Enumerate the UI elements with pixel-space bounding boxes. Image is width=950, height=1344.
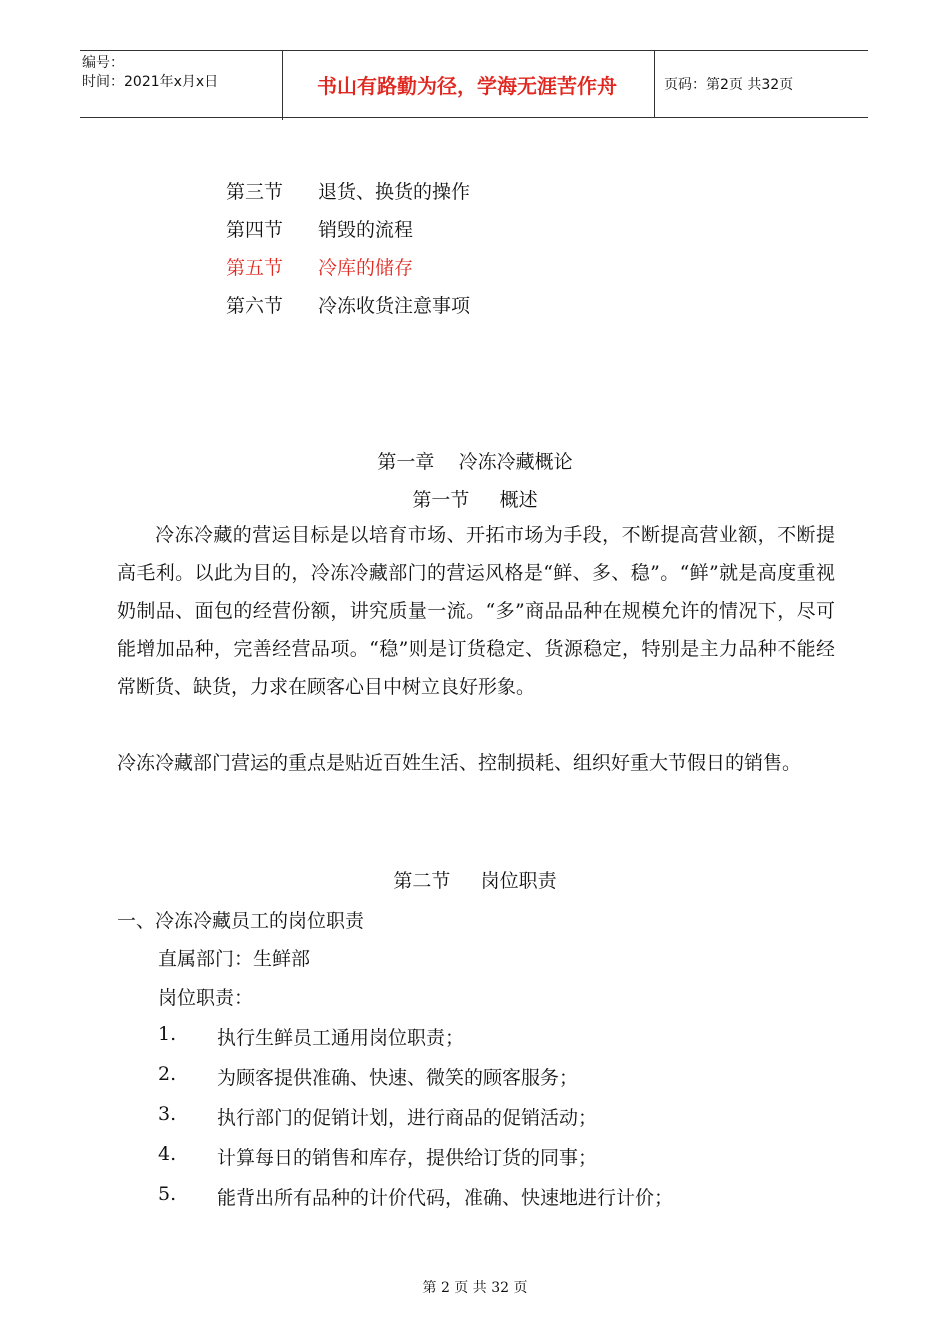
- toc-item[interactable]: [226, 177, 470, 204]
- list-item-number: 1.: [158, 1023, 177, 1045]
- page-footer: 第 2 页 共 32 页: [422, 1280, 528, 1296]
- header-motto: 书山有路勤为径，学海无涯苦作舟: [280, 51, 655, 117]
- header-meta: [80, 51, 283, 120]
- time-label: 时间：2021年x月x日: [82, 74, 219, 90]
- department-line: 直属部门：生鲜部: [158, 948, 311, 970]
- overview-paragraph: 冷冻冷藏的营运目标是以培育市场、开拓市场为手段，不断提高营业额，不断提高毛利。以此为目的，冷冻冷藏部门的营运风格是“鲜、多、稳”。“鲜”就是高度重视奶制品、面包的经营份额，讲究质量一流。“多”商品品种在规模允许的情况下，尽可能增加品种，完善经营品项。“稳”则是订货稳定、货源稳定，特别是主力品种不能经常断货、缺货，力求在顾客心目中树立良好形象。: [117, 524, 835, 698]
- list-item-number: 4.: [158, 1143, 177, 1165]
- toc-item-number: 第四节: [226, 219, 284, 241]
- toc-item[interactable]: [226, 215, 413, 242]
- toc-item-title: 销毁的流程: [318, 219, 414, 241]
- list-item: 计算每日的销售和库存，提供给订货的同事；: [217, 1147, 598, 1169]
- list-item: 为顾客提供准确、快速、微笑的顾客服务；: [217, 1067, 579, 1089]
- page-header: [80, 50, 868, 118]
- list-item: 执行生鲜员工通用岗位职责；: [217, 1027, 465, 1049]
- toc-item-title: 退货、换货的操作: [318, 181, 471, 203]
- toc-item-title: 冷库的储存: [318, 257, 414, 279]
- header-page-info: 页码：第2页 共32页: [664, 77, 794, 93]
- section-title: 第二节 岗位职责: [393, 870, 557, 892]
- list-item-number: 3.: [158, 1103, 177, 1125]
- toc-item-highlighted[interactable]: [226, 253, 413, 280]
- toc-item-number: 第六节: [226, 295, 284, 317]
- duties-label: 岗位职责：: [158, 987, 254, 1009]
- toc-item[interactable]: [226, 291, 470, 318]
- toc-item-number: 第五节: [226, 257, 284, 279]
- toc-item-number: 第三节: [226, 181, 284, 203]
- list-item: 能背出所有品种的计价代码，准确、快速地进行计价；: [217, 1187, 674, 1209]
- toc-item-title: 冷冻收货注意事项: [318, 295, 471, 317]
- sub-heading: 一、冷冻冷藏员工的岗位职责: [117, 910, 365, 932]
- list-item-number: 5.: [158, 1183, 177, 1205]
- focus-paragraph: 冷冻冷藏部门营运的重点是贴近百姓生活、控制损耗、组织好重大节假日的销售。: [117, 752, 802, 774]
- chapter-title: 第一章 冷冻冷藏概论: [377, 451, 573, 473]
- list-item: 执行部门的促销计划，进行商品的促销活动；: [217, 1107, 598, 1129]
- section-title: 第一节 概述: [412, 489, 538, 511]
- list-item-number: 2.: [158, 1063, 177, 1085]
- number-label: 编号：: [82, 55, 124, 71]
